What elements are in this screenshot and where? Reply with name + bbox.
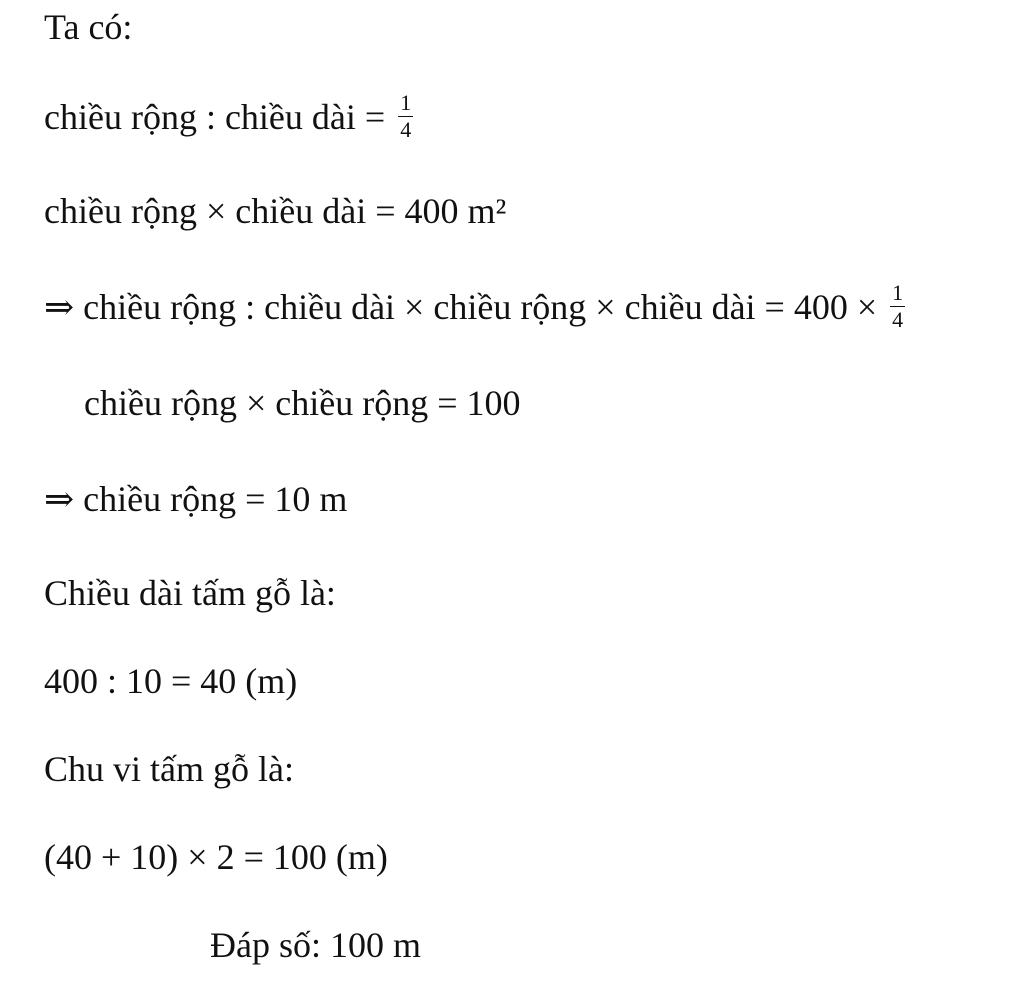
product-text: ⇒ chiều rộng : chiều dài × chiều rộng × chiều dài = 400 × — [44, 287, 878, 327]
width-result — [44, 477, 347, 521]
fraction-numerator: 1 — [892, 280, 904, 306]
final-answer — [210, 923, 421, 967]
fraction-denominator: 4 — [400, 117, 412, 143]
area-text: chiều rộng × chiều dài = 400 m² — [44, 191, 507, 231]
intro-text: Ta có: — [44, 7, 133, 47]
fraction-denominator: 4 — [892, 307, 904, 333]
perimeter-calc-text: (40 + 10) × 2 = 100 (m) — [44, 837, 388, 877]
length-calculation — [44, 659, 297, 703]
fraction-numerator: 1 — [400, 90, 412, 116]
length-heading-text: Chiều dài tấm gỗ là: — [44, 573, 336, 613]
area-equation — [44, 189, 506, 233]
ratio-text: chiều rộng : chiều dài = — [44, 97, 386, 137]
product-fraction — [890, 282, 905, 331]
length-heading — [44, 571, 336, 615]
square-text: chiều rộng × chiều rộng = 100 — [84, 383, 521, 423]
product-equation — [44, 280, 905, 335]
length-calc-text: 400 : 10 = 40 (m) — [44, 661, 298, 701]
perimeter-heading-text: Chu vi tấm gỗ là: — [44, 749, 294, 789]
final-answer-text: Đáp số: 100 m — [210, 925, 421, 965]
intro-line — [44, 5, 132, 49]
square-equation — [84, 381, 521, 425]
ratio-equation — [44, 90, 413, 145]
ratio-fraction — [398, 92, 413, 141]
perimeter-heading — [44, 747, 294, 791]
width-text: ⇒ chiều rộng = 10 m — [44, 479, 348, 519]
perimeter-calculation — [44, 835, 388, 879]
